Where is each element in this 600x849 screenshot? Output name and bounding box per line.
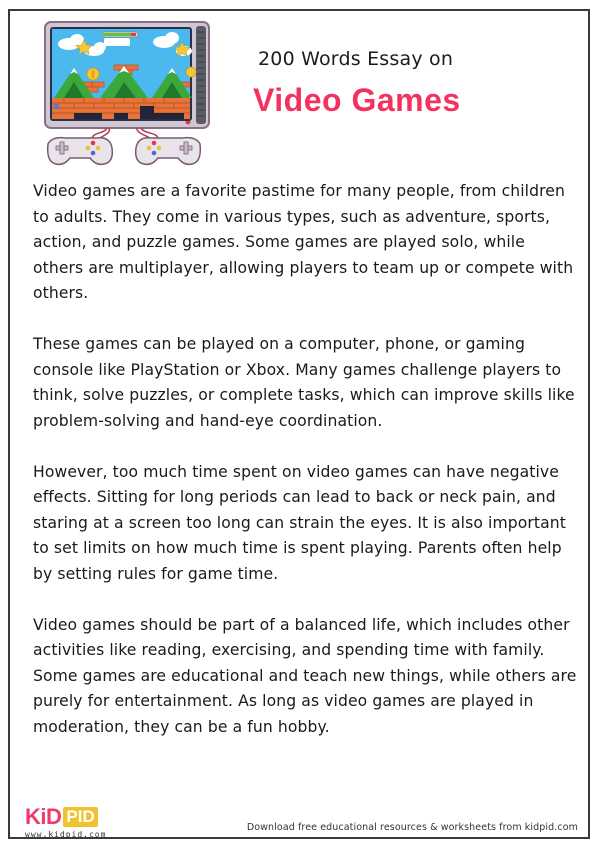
paragraph-3: However, too much time spent on video games can have negative effects. Sitting for long periods can lead to back or neck pain, and staring at a screen too long can strain the eyes. It is also important to set limits on how much time is spent playing. Parents often help by setting rules for game time.: [33, 462, 566, 583]
paragraph-1: Video games are a favorite pastime for many people, from children to adults. They come in various types, such as adventure, sports, action, and puzzle games. Some games are played solo, while others are multiplayer, allowing players to team up or compete with others.: [33, 182, 574, 302]
logo-kid-text: KiD: [25, 804, 62, 829]
footer-download-note: Download free educational resources & worksheets from kidpid.com: [246, 822, 578, 833]
paragraph-2: These games can be played on a computer, phone, or gaming console like PlayStation or Xbox. Many games challenge players to think, solve puzzles, or complete tasks, which can improve skills like problem-solving and hand-eye coordination.: [33, 335, 575, 430]
essay-title: Video Games: [253, 82, 461, 118]
logo-wordmark: [25, 806, 106, 828]
logo-pid-text: PID: [63, 807, 97, 827]
video-game-illustration: [44, 20, 210, 168]
kidpid-logo[interactable]: [25, 806, 106, 839]
essay-body: [33, 179, 578, 766]
essay-subtitle: 200 Words Essay on: [258, 48, 454, 70]
logo-url[interactable]: www.kidpid.com: [25, 830, 107, 839]
paragraph-4: Video games should be part of a balanced life, which includes other activities like reading, exercising, and spending time with family. Some games are educational and teach new things, while others are purely for entertainment. As long as video games are played in moderation, they can be a fun hobby.: [33, 615, 577, 736]
